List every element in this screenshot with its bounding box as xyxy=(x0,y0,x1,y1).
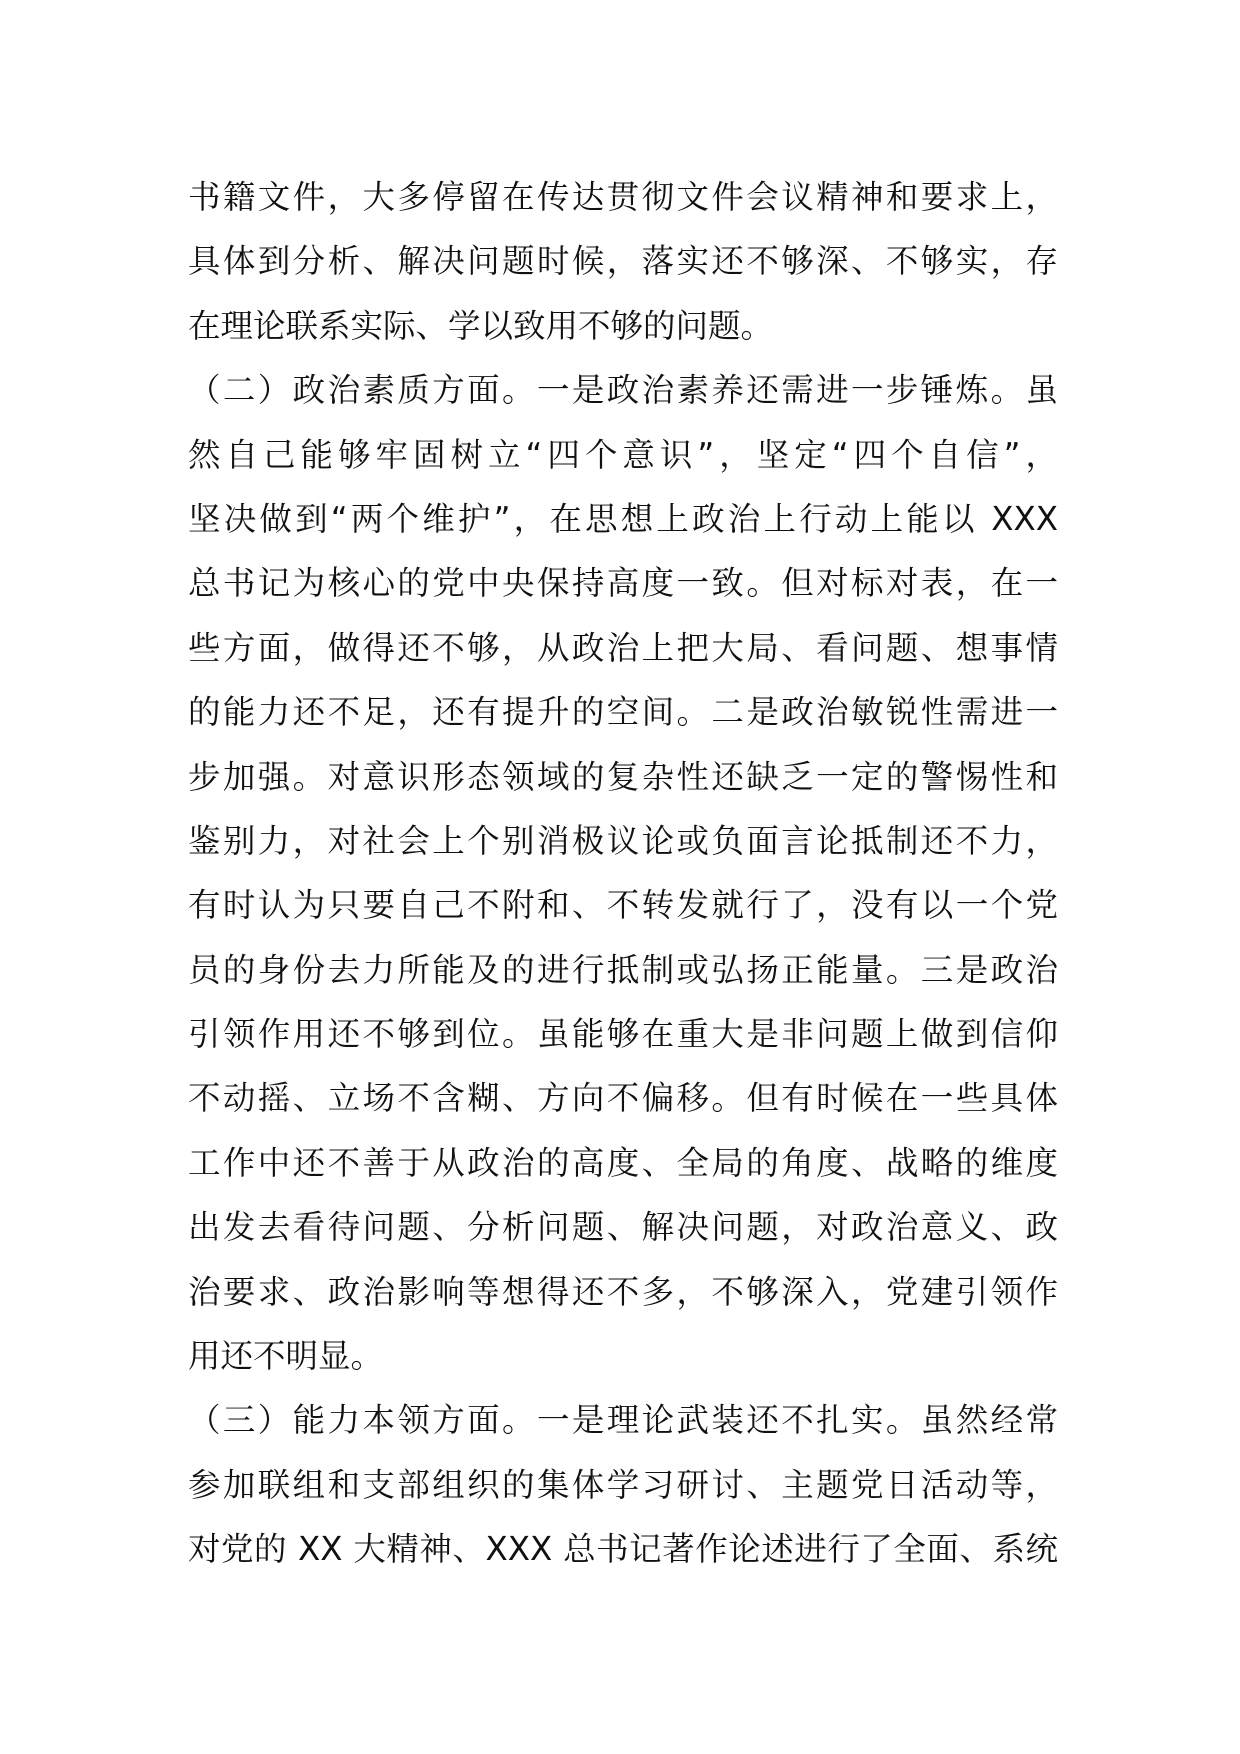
text-line: 坚决做到“两个维护”，在思想上政治上行动上能以 XXX xyxy=(188,499,1058,538)
text-line: 步加强。对意识形态领域的复杂性还缺乏一定的警惕性和 xyxy=(188,757,1058,796)
section-heading-line: （二）政治素质方面。一是政治素养还需进一步锤炼。虽 xyxy=(188,371,1058,410)
text-line: 总书记为核心的党中央保持高度一致。但对标对表，在一 xyxy=(188,564,1058,603)
text-line: 具体到分析、解决问题时候，落实还不够深、不够实，存 xyxy=(188,242,1058,281)
text-line: 对党的 XX 大精神、XXX 总书记著作论述进行了全面、系统 xyxy=(188,1530,1058,1569)
text-line: 参加联组和支部组织的集体学习研讨、主题党日活动等， xyxy=(188,1465,1058,1504)
text-line: 员的身份去力所能及的进行抵制或弘扬正能量。三是政治 xyxy=(188,950,1058,989)
text-line: 工作中还不善于从政治的高度、全局的角度、战略的维度 xyxy=(188,1143,1058,1182)
text-line: 治要求、政治影响等想得还不多，不够深入，党建引领作 xyxy=(188,1272,1058,1311)
section-heading-line: （三）能力本领方面。一是理论武装还不扎实。虽然经常 xyxy=(188,1401,1058,1440)
text-line: 鉴别力，对社会上个别消极议论或负面言论抵制还不力， xyxy=(188,821,1058,860)
text-line: 引领作用还不够到位。虽能够在重大是非问题上做到信仰 xyxy=(188,1015,1058,1054)
text-line: 不动摇、立场不含糊、方向不偏移。但有时候在一些具体 xyxy=(188,1079,1058,1118)
text-line: 有时认为只要自己不附和、不转发就行了，没有以一个党 xyxy=(188,886,1058,925)
text-line: 然自己能够牢固树立“四个意识”，坚定“四个自信”， xyxy=(188,435,1058,474)
text-line: 些方面，做得还不够，从政治上把大局、看问题、想事情 xyxy=(188,628,1058,667)
text-line: 的能力还不足，还有提升的空间。二是政治敏锐性需进一 xyxy=(188,693,1058,732)
text-line: 出发去看待问题、分析问题、解决问题，对政治意义、政 xyxy=(188,1208,1058,1247)
body-text xyxy=(188,165,1058,1582)
text-line: 书籍文件，大多停留在传达贯彻文件会议精神和要求上， xyxy=(188,178,1058,216)
text-line: 用还不明显。 xyxy=(188,1337,384,1376)
text-line: 在理论联系实际、学以致用不够的问题。 xyxy=(188,306,774,345)
